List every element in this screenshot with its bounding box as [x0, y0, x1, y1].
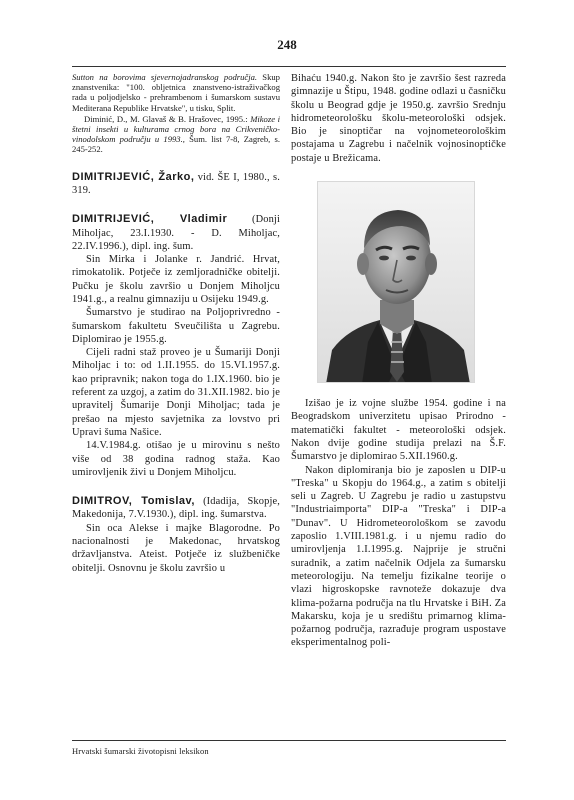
entry-name: DIMITROV, Tomislav, — [72, 495, 195, 508]
paragraph: Cijeli radni staž proveo je u Šumariji Donji Miholjac i to: od 1.II.1955. do 15.VI.1957.g. kao pripravnik; nakon toga do 1.IX.1960. bio je referent za uzgoj, a zatim do 31.XII.1982. bio je upravitelj Šumarije Donji Miholjac; tada je prešao na mjesto savjetnika za lovstvo pri Upravi šuma Našice. — [72, 347, 280, 438]
entry-details: vid. ŠE I, 1980., s. 319. — [72, 171, 280, 196]
paragraph: 14.V.1984.g. otišao je u mirovinu s nešto više od 38 godina radnog staža. Kao umirovljenik živi u Donjem Miholjcu. — [72, 440, 280, 478]
footer-rule — [72, 740, 506, 741]
paragraph: Sin Mirka i Jolanke r. Jandrić. Hrvat, rimokatolik. Potječe iz zemljoradničke obitelji. Pučku je školu završio u Donjem Miholjcu 1941.g., a realnu gimnaziju u Osijeku 1949.g. — [72, 254, 280, 305]
reference-1-title: Sutton na borovima sjevernojadranskog područja. — [72, 72, 258, 82]
page-number: 248 — [277, 37, 297, 52]
entry-dimitrijevic-zarko — [72, 171, 280, 198]
portrait-image — [318, 182, 475, 383]
entry-details: (Idadija, Skopje, Makedonija, 7.V.1930.), dipl. ing. šumarstva. — [72, 496, 280, 521]
paragraph: Nakon diplomiranja bio je zaposlen u DIP-u "Treska" u Skopju do 1964.g., a zatim s obitelji seli u Zagreb. U Zagrebu je radio u zastupstvu "Industriaimporta" DIP-a "Treska" i DIP-a "Dunav". U Hidrometeorološkom se zavodu zaposlio 1.VIII.1981.g. i u njemu radio do umirovljenja 1.I.1995.g. Najprije je stručni suradnik, a zatim načelnik Odjela za šumarsku meteorologiju. Na temelju fizikalne teorije o vlazi higroskopske ravnoteže dokazuje dva klima-požarna područja na tlu Hrvatske i BiH. Za Makarsku, koja je u središtu primarnog klima-požarnog područja, razrađuje program uspostave eksperimentalnog poli- — [291, 464, 506, 649]
paragraph: Šumarstvo je studirao na Poljoprivredno - šumarskom fakultetu Sveučilišta u Zagrebu. Diplomirao je 1955.g. — [72, 307, 280, 345]
paragraph: Sin oca Alekse i majke Blagorodne. Po nacionalnosti je Makedonac, hrvatskog državljanstva. Ateist. Potječe iz službeničke obitelji. Osnovnu je školu završio u — [72, 522, 280, 574]
entry-name: DIMITRIJEVIĆ, Vladimir — [72, 213, 228, 226]
reference-2 — [72, 114, 280, 155]
reference-2-title: Mikoze i štetni insekti u kulturama crnog bora na Crikveničko-vinodolskom području u 1993. — [72, 113, 280, 145]
reference-1-details: Skup znanstvenika: "100. obljetnica znanstveno-istraživačkog rada u poljodjelsko - prehrambenom i šumarskom sustavu Mediterana Republike Hrvatske", u tisku, Split. — [72, 72, 280, 113]
entry-details: (Donji Miholjac, 23.I.1930. - D. Miholjac, 22.IV.1996.), dipl. ing. šum. — [72, 214, 280, 252]
portrait-photo — [317, 181, 475, 383]
left-column — [72, 72, 280, 575]
entry-name: DIMITRIJEVIĆ, Žarko, — [72, 170, 195, 183]
paragraph: Izišao je iz vojne službe 1954. godine i na Beogradskom univerzitetu upisao Prirodno - matematički fakultet - meteorološki odsjek. Nakon dvije godine studija prelazi na Š.F. Šumarstvo je diplomirao 5.XII.1960.g. — [291, 398, 506, 463]
right-column — [291, 72, 506, 650]
paragraph-continued: Bihaću 1940.g. Nakon što je završio šest razreda gimnazije u Štipu, 1948. godine odlazi u časničku školu u Beograd gdje je 1950.g. završio Srednju hidrometeorološku školu-meteorološki odsjek. Bio je sinoptičar na vojnometeorološkim postajama u Zagrebu i načelnik vojnosinoptičke postaje u Brežicama. — [291, 73, 506, 164]
reference-1 — [72, 72, 280, 113]
footer-text: Hrvatski šumarski životopisni leksikon — [72, 746, 209, 756]
header-rule — [72, 66, 506, 67]
reference-2-authors: Diminić, D., M. Glavaš & B. Hrašovec, 1995.: — [84, 113, 251, 124]
reference-2-source: , Šum. list 7-8, Zagreb, s. 245-252. — [72, 134, 280, 155]
entry-dimitrijevic-vladimir — [72, 213, 280, 253]
entry-dimitrov-tomislav — [72, 495, 280, 522]
